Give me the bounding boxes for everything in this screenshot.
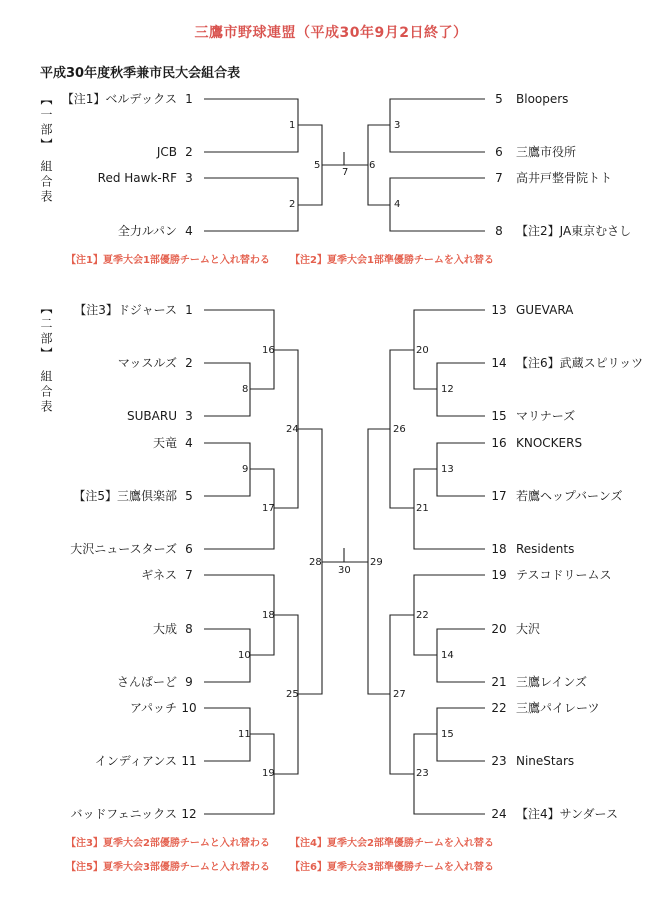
- team-name: ギネス: [141, 568, 177, 582]
- game-number: 28: [309, 557, 322, 568]
- game-number: 24: [286, 424, 299, 435]
- game-number: 27: [393, 689, 406, 700]
- team-seed: 13: [491, 303, 507, 317]
- team-name: バッドフェニックス: [70, 807, 177, 821]
- team-name: NineStars: [516, 754, 575, 768]
- team-seed: 2: [185, 356, 193, 370]
- note: 【注1】夏季大会1部優勝チームと入れ替わる: [66, 255, 270, 266]
- team-seed: 5: [495, 92, 503, 106]
- team-seed: 3: [185, 409, 193, 423]
- team-seed: 7: [495, 171, 503, 185]
- team-seed: 22: [491, 701, 507, 715]
- team-name: 【注1】ベルデックス: [61, 92, 177, 106]
- game-number: 3: [394, 120, 401, 131]
- team-name: 大成: [152, 622, 177, 636]
- team-name: 天竜: [152, 436, 177, 450]
- team-seed: 8: [495, 224, 503, 238]
- game-number: 10: [238, 650, 251, 661]
- team-seed: 8: [185, 622, 193, 636]
- team-name: GUEVARA: [516, 303, 574, 317]
- game-number: 8: [242, 384, 249, 395]
- team-seed: 16: [491, 436, 507, 450]
- note: 【注2】夏季大会1部準優勝チームを入れ替る: [290, 255, 494, 266]
- game-number: 12: [441, 384, 454, 395]
- team-seed: 21: [491, 675, 507, 689]
- team-seed: 1: [185, 92, 193, 106]
- team-name: 【注2】JA東京むさし: [516, 224, 632, 238]
- team-seed: 3: [185, 171, 193, 185]
- team-name: Red Hawk-RF: [97, 171, 177, 185]
- game-number: 2: [289, 199, 296, 210]
- team-seed: 7: [185, 568, 193, 582]
- team-name: 【注3】ドジャース: [74, 303, 177, 317]
- game-number: 18: [262, 610, 275, 621]
- game-number: 23: [416, 768, 429, 779]
- team-name: 三鷹パイレーツ: [516, 701, 600, 715]
- game-number: 29: [370, 557, 383, 568]
- note: 【注6】夏季大会3部準優勝チームを入れ替る: [290, 862, 494, 873]
- page-subtitle: 平成30年度秋季兼市民大会組合表: [40, 66, 241, 81]
- division2-label: 【二部】: [39, 302, 53, 362]
- team-seed: 11: [181, 754, 197, 768]
- page-title: 三鷹市野球連盟（平成30年9月2日終了）: [194, 25, 468, 41]
- team-seed: 4: [185, 436, 193, 450]
- team-name: アパッチ: [129, 701, 177, 715]
- team-seed: 10: [181, 701, 197, 715]
- team-name: 若鷹ヘップバーンズ: [516, 489, 623, 503]
- team-name: 【注5】三鷹倶楽部: [73, 489, 177, 503]
- note: 【注5】夏季大会3部優勝チームと入れ替わる: [66, 862, 270, 873]
- team-seed: 9: [185, 675, 193, 689]
- game-number: 9: [242, 464, 249, 475]
- game-number: 6: [369, 160, 376, 171]
- game-number: 15: [441, 729, 454, 740]
- team-name: 大沢: [516, 622, 541, 636]
- game-number: 4: [394, 199, 401, 210]
- team-name: KNOCKERS: [516, 436, 583, 450]
- team-seed: 19: [491, 568, 507, 582]
- team-name: マッスルズ: [117, 356, 177, 370]
- game-number: 17: [262, 503, 275, 514]
- game-number: 25: [286, 689, 299, 700]
- team-seed: 2: [185, 145, 193, 159]
- division1-label-sub: 組合表: [39, 160, 53, 205]
- team-name: さんぱーど: [116, 675, 177, 689]
- team-seed: 5: [185, 489, 193, 503]
- team-name: JCB: [156, 145, 177, 159]
- team-name: 三鷹レインズ: [516, 675, 588, 689]
- team-name: テスコドリームス: [516, 568, 612, 582]
- game-number: 11: [238, 729, 251, 740]
- game-number: 16: [262, 345, 275, 356]
- team-name: マリナーズ: [516, 409, 576, 423]
- game-number: 5: [314, 160, 321, 171]
- team-name: SUBARU: [127, 409, 177, 423]
- division2-label-sub: 組合表: [39, 370, 53, 415]
- team-seed: 17: [491, 489, 507, 503]
- team-name: 全力ルパン: [117, 224, 177, 238]
- team-name: 大沢ニュースターズ: [70, 542, 177, 556]
- team-seed: 12: [181, 807, 197, 821]
- team-name: 高井戸整骨院トト: [516, 171, 613, 185]
- game-number: 7: [342, 167, 349, 178]
- team-seed: 20: [491, 622, 507, 636]
- team-seed: 4: [185, 224, 193, 238]
- team-name: Bloopers: [516, 92, 569, 106]
- team-seed: 24: [491, 807, 507, 821]
- team-seed: 14: [491, 356, 507, 370]
- game-number: 14: [441, 650, 454, 661]
- team-name: 【注4】サンダース: [516, 807, 618, 821]
- team-seed: 6: [495, 145, 503, 159]
- team-name: Residents: [516, 542, 575, 556]
- team-name: 三鷹市役所: [516, 145, 577, 159]
- team-seed: 6: [185, 542, 193, 556]
- team-seed: 1: [185, 303, 193, 317]
- game-number: 1: [289, 120, 296, 131]
- game-number: 22: [416, 610, 429, 621]
- team-name: インディアンス: [94, 754, 177, 768]
- game-number: 19: [262, 768, 275, 779]
- game-number: 13: [441, 464, 454, 475]
- game-number: 21: [416, 503, 429, 514]
- team-name: 【注6】武蔵スピリッツ: [516, 356, 644, 370]
- note: 【注4】夏季大会2部準優勝チームを入れ替る: [290, 838, 494, 849]
- game-number: 30: [338, 565, 351, 576]
- division1-label: 【一部】: [39, 93, 53, 153]
- game-number: 26: [393, 424, 406, 435]
- note: 【注3】夏季大会2部優勝チームと入れ替わる: [66, 838, 270, 849]
- team-seed: 23: [491, 754, 507, 768]
- team-seed: 15: [491, 409, 507, 423]
- team-seed: 18: [491, 542, 507, 556]
- game-number: 20: [416, 345, 429, 356]
